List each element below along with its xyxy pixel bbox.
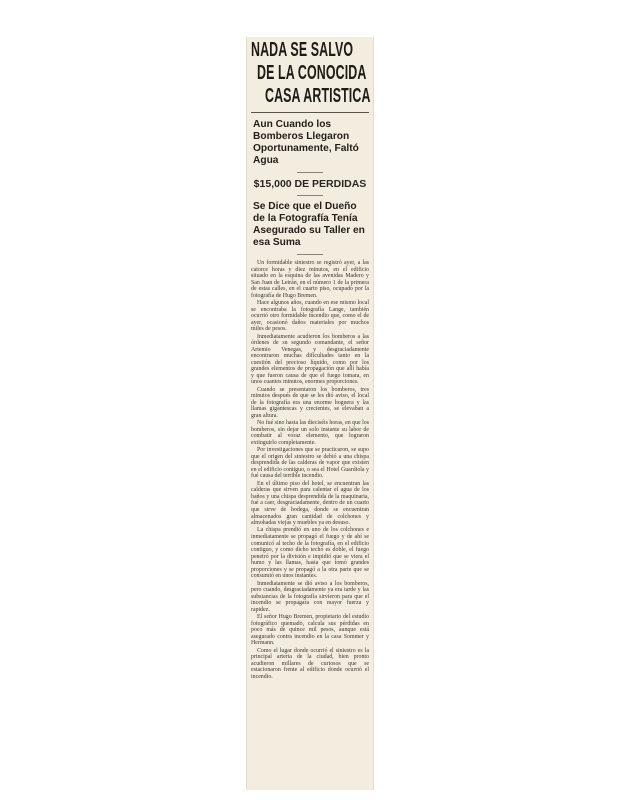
article-paragraph: Como el lugar donde ocurrió el siniestro es la principal arteria de la ciudad, bien pronto acudieron millares de curiosos que se estacionaron frente al edificio donde ocurrió el incendio. <box>251 647 369 680</box>
article-paragraph: Hace algunos años, cuando en ese mismo local se encontraba la fotografía Lange, también ocurrió otro formidable incendio que, como el de ayer, ocasionó daños materiales por muchos miles de pesos. <box>251 300 369 333</box>
article-paragraph: Por investigaciones que se practicaron, se supo que el origen del siniestro se debió a una chispa desprendida de las calderas de vapor que existen en el edificio contiguo, o sea el Hotel Guardiola y fué causa del terrible incendio. <box>251 447 369 480</box>
headline-rule <box>251 112 369 113</box>
headline-line-1: NADA SE SALVO <box>251 39 354 61</box>
losses-amount: $15,000 DE PERDIDAS <box>253 178 367 190</box>
headline-line-3: CASA ARTISTICA <box>265 85 371 107</box>
article-paragraph: No fué sino hasta las dieciséis horas, en que los bomberos, sin dejar un solo instante su labor de combatir al voraz elemento, que lograron extinguirlo completamente. <box>251 420 369 446</box>
article-paragraph: La chispa prendió en uno de los colchones e inmediatamente se propagó el fuego y de ahí se comunicó al techo de la fotografía, en el edificio contiguo, y como dicho techo es doble, el fuego penetró por la división e impidió que se viera el humo y las llamas, hasta que tomó grandes proporciones y se propagó a la otra parte que se consumió en unos instantes. <box>251 527 369 580</box>
article-paragraph: Inmediatamente acudieron los bomberos a las órdenes de su segundo comandante, el señor Artemio Venegas, y desgraciadamente encontraron muchas dificultades tanto en la cuestión del precioso líquido, como por los grandes elementos de propagación que allí había y que fueron causa de que el fuego tomara, en unos cuantos minutos, enormes proporciones. <box>251 333 369 386</box>
article-body <box>251 260 369 680</box>
deck-divider-3 <box>297 254 323 255</box>
article-paragraph: Cuando se presentaron los bomberos, tres minutos después de que se les dió aviso, el local de la fotografía era una enorme hoguera y las llamas gigantescas y crecientes, se elevaban a gran altura. <box>251 386 369 419</box>
subheadline-1: Aun Cuando los Bomberos Llegaron Oportunamente, Faltó Agua <box>253 119 359 166</box>
deck-divider-2 <box>297 195 323 196</box>
headline <box>251 40 369 106</box>
headline-line-2: DE LA CONOCIDA <box>257 62 367 84</box>
subheadline-2: Se Dice que el Dueño de la Fotografía Tenía Asegurado su Taller en esa Suma <box>253 201 365 248</box>
newspaper-clipping <box>246 37 374 790</box>
article-paragraph: En el último piso del hotel, se encuentran las calderas que sirven para calentar el agua de los baños y una chispa desprendida de la maquinaria, fué a caer, desgraciadamente, dentro de un cuarto que sirve de bodega, donde se encuentran almacenados gran cantidad de colchones y almohadas viejas y muebles ya en desuso. <box>251 480 369 527</box>
deck-divider-1 <box>297 172 323 173</box>
article-paragraph: El señor Hugo Bremen, propietario del estudio fotográfico quemado, calcula sus pérdidas en poco más de quince mil pesos, aunque está asegurado contra incendio en la casa Sommer y Hermann. <box>251 614 369 647</box>
article-paragraph: Un formidable siniestro se registró ayer, a las catorce horas y diez minutos, en el edificio situado en la esquina de las avenidas Madero y San Juan de Letrán, en el número 1 de la primera de estas calles, en el cuarto piso, ocupado por la fotografía de Hugo Bremen. <box>251 260 369 299</box>
article-paragraph: Inmediatamente se dió aviso a los bomberos, pero cuando, desgraciadamente ya era tarde y las substancias de la fotografía sirvieron para que el incendio se propagara con mayor fuerza y rapidez. <box>251 580 369 613</box>
